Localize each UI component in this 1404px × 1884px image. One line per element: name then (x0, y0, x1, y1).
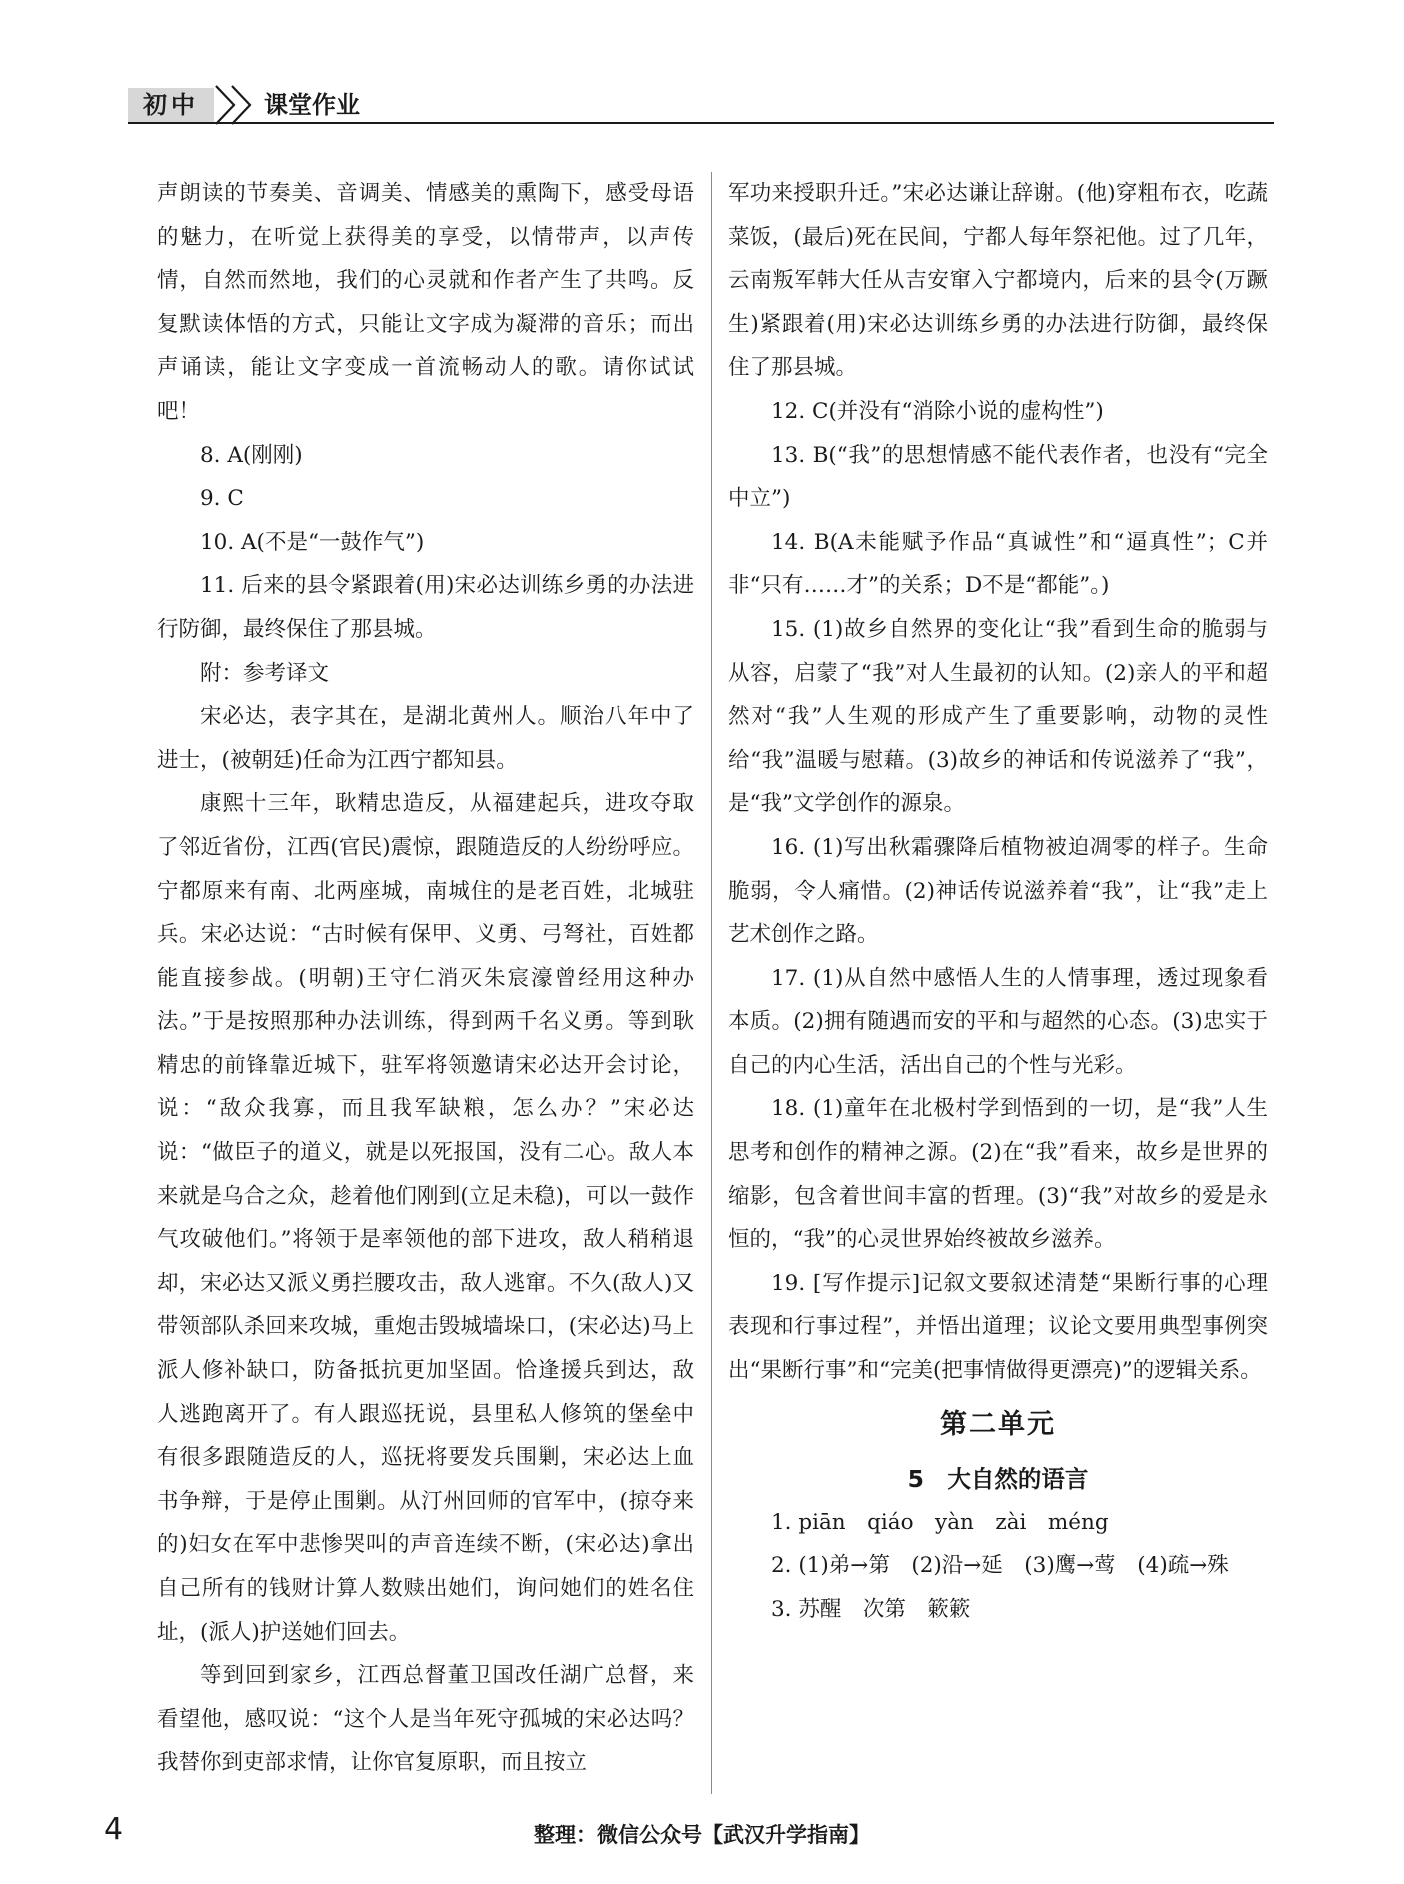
page-number: 4 (104, 1812, 124, 1847)
header-rule (128, 122, 1274, 124)
answer-item: 8. A(刚刚) (200, 442, 303, 468)
paragraph: 军功来授职升迁。”宋必达谦让辞谢。(他)穿粗布衣，吃蔬菜饭，(最后)死在民间，宁都人每年祭祀他。过了几年，云南叛军韩大任从吉安窜入宁都境内，后来的县令(万蹶生)紧跟着(用)宋必达训练乡勇的办法进行防御，最终保住了那县城。 (728, 181, 1268, 381)
header-series-title: 课堂作业 (264, 91, 360, 119)
paragraph: 宋必达，表字其在，是湖北黄州人。顺治八年中了进士，(被朝廷)任命为江西宁都知县。 (157, 704, 694, 773)
answer-item: 1. piān qiáo yàn zài méng (771, 1509, 1109, 1535)
left-column (157, 172, 694, 1785)
answer-item: 19. [写作提示]记叙文要叙述清楚“果断行事的心理表现和行事过程”，并悟出道理；议论文要用典型事例突出“果断行事”和“完美(把事情做得更漂亮)”的逻辑关系。 (728, 1270, 1268, 1384)
answer-item: 12. C(并没有“消除小说的虚构性”) (771, 398, 1104, 424)
answer-item: 18. (1)童年在北极村学到悟到的一切，是“我”人生思考和创作的精神之源。(2)在“我”看来，故乡是世界的缩影，包含着世间丰富的哲理。(3)“我”对故乡的爱是永恒的，“我”的心灵世界始终被故乡滋养。 (728, 1096, 1268, 1253)
footer-note: 整理：微信公众号【武汉升学指南】 (534, 1823, 870, 1847)
answer-item: 16. (1)写出秋霜骤降后植物被迫凋零的样子。生命脆弱，令人痛惜。(2)神话传说滋养着“我”，让“我”走上艺术创作之路。 (728, 834, 1268, 948)
paragraph: 康熙十三年，耿精忠造反，从福建起兵，进攻夺取了邻近省份，江西(官民)震惊，跟随造反的人纷纷呼应。宁都原来有南、北两座城，南城住的是老百姓，北城驻兵。宋必达说：“古时候有保甲、义勇、弓弩社，百姓都能直接参战。(明朝)王守仁消灭朱宸濠曾经用这种办法。”于是按照那种办法训练，得到两千名义勇。等到耿精忠的前锋靠近城下，驻军将领邀请宋必达开会讨论，说：“敌众我寡，而且我军缺粮，怎么办？”宋必达说：“做臣子的道义，就是以死报国，没有二心。敌人本来就是乌合之众，趁着他们刚到(立足未稳)，可以一鼓作气攻破他们。”将领于是率领他的部下进攻，敌人稍稍退却，宋必达又派义勇拦腰攻击，敌人逃窜。不久(敌人)又带领部队杀回来攻城，重炮击毁城墙垛口，(宋必达)马上派人修补缺口，防备抵抗更加坚固。恰逢援兵到达，敌人逃跑离开了。有人跟巡抚说，县里私人修筑的堡垒中有很多跟随造反的人，巡抚将要发兵围剿，宋必达上血书争辩，于是停止围剿。从汀州回师的官军中，(掠夺来的)妇女在军中悲惨哭叫的声音连续不断，(宋必达)拿出自己所有的钱财计算人数赎出她们，询问她们的姓名住址，(派人)护送她们回去。 (157, 791, 694, 1645)
answer-item: 2. (1)弟→第 (2)沿→延 (3)鹰→莺 (4)疏→殊 (771, 1553, 1229, 1579)
answer-item: 10. A(不是“一鼓作气”) (200, 529, 425, 555)
answer-item: 3. 苏醒 次第 簌簌 (771, 1596, 971, 1622)
answer-item: 11. 后来的县令紧跟着(用)宋必达训练乡勇的办法进行防御，最终保住了那县城。 (157, 573, 694, 642)
paragraph: 等到回到家乡，江西总督董卫国改任湖广总督，来看望他，感叹说：“这个人是当年死守孤城的宋必达吗？我替你到吏部求情，让你官复原职，而且按立 (157, 1663, 694, 1776)
translation-heading: 附：参考译文 (200, 660, 330, 686)
page-header (128, 88, 1274, 124)
answer-item: 17. (1)从自然中感悟人生的人情事理，透过现象看本质。(2)拥有随遇而安的平和与超然的心态。(3)忠实于自己的内心生活，活出自己的个性与光彩。 (728, 965, 1268, 1078)
answer-item: 15. (1)故乡自然界的变化让“我”看到生命的脆弱与从容，启蒙了“我”对人生最初的认知。(2)亲人的平和超然对“我”人生观的形成产生了重要影响，动物的灵性给“我”温暖与慰藉。(3)故乡的神话和传说滋养了“我”，是“我”文学创作的源泉。 (728, 616, 1268, 817)
lesson-title: 5 大自然的语言 (907, 1464, 1089, 1493)
paragraph: 声朗读的节奏美、音调美、情感美的熏陶下，感受母语的魅力，在听觉上获得美的享受，以情带声，以声传情，自然而然地，我们的心灵就和作者产生了共鸣。反复默读体悟的方式，只能让文字成为凝滞的音乐；而出声诵读，能让文字变成一首流畅动人的歌。请你试试吧！ (157, 181, 694, 424)
unit-title: 第二单元 (940, 1408, 1056, 1440)
answer-item: 13. B(“我”的思想情感不能代表作者，也没有“完全中立”) (728, 442, 1268, 512)
answer-item: 9. C (200, 486, 244, 512)
header-level-label: 初中 (128, 88, 214, 122)
answer-item: 14. B(A未能赋予作品“真诚性”和“逼真性”；C并非“只有……才”的关系；D不是“都能”。) (728, 529, 1268, 599)
column-divider (711, 172, 712, 1794)
right-column (728, 172, 1268, 1631)
